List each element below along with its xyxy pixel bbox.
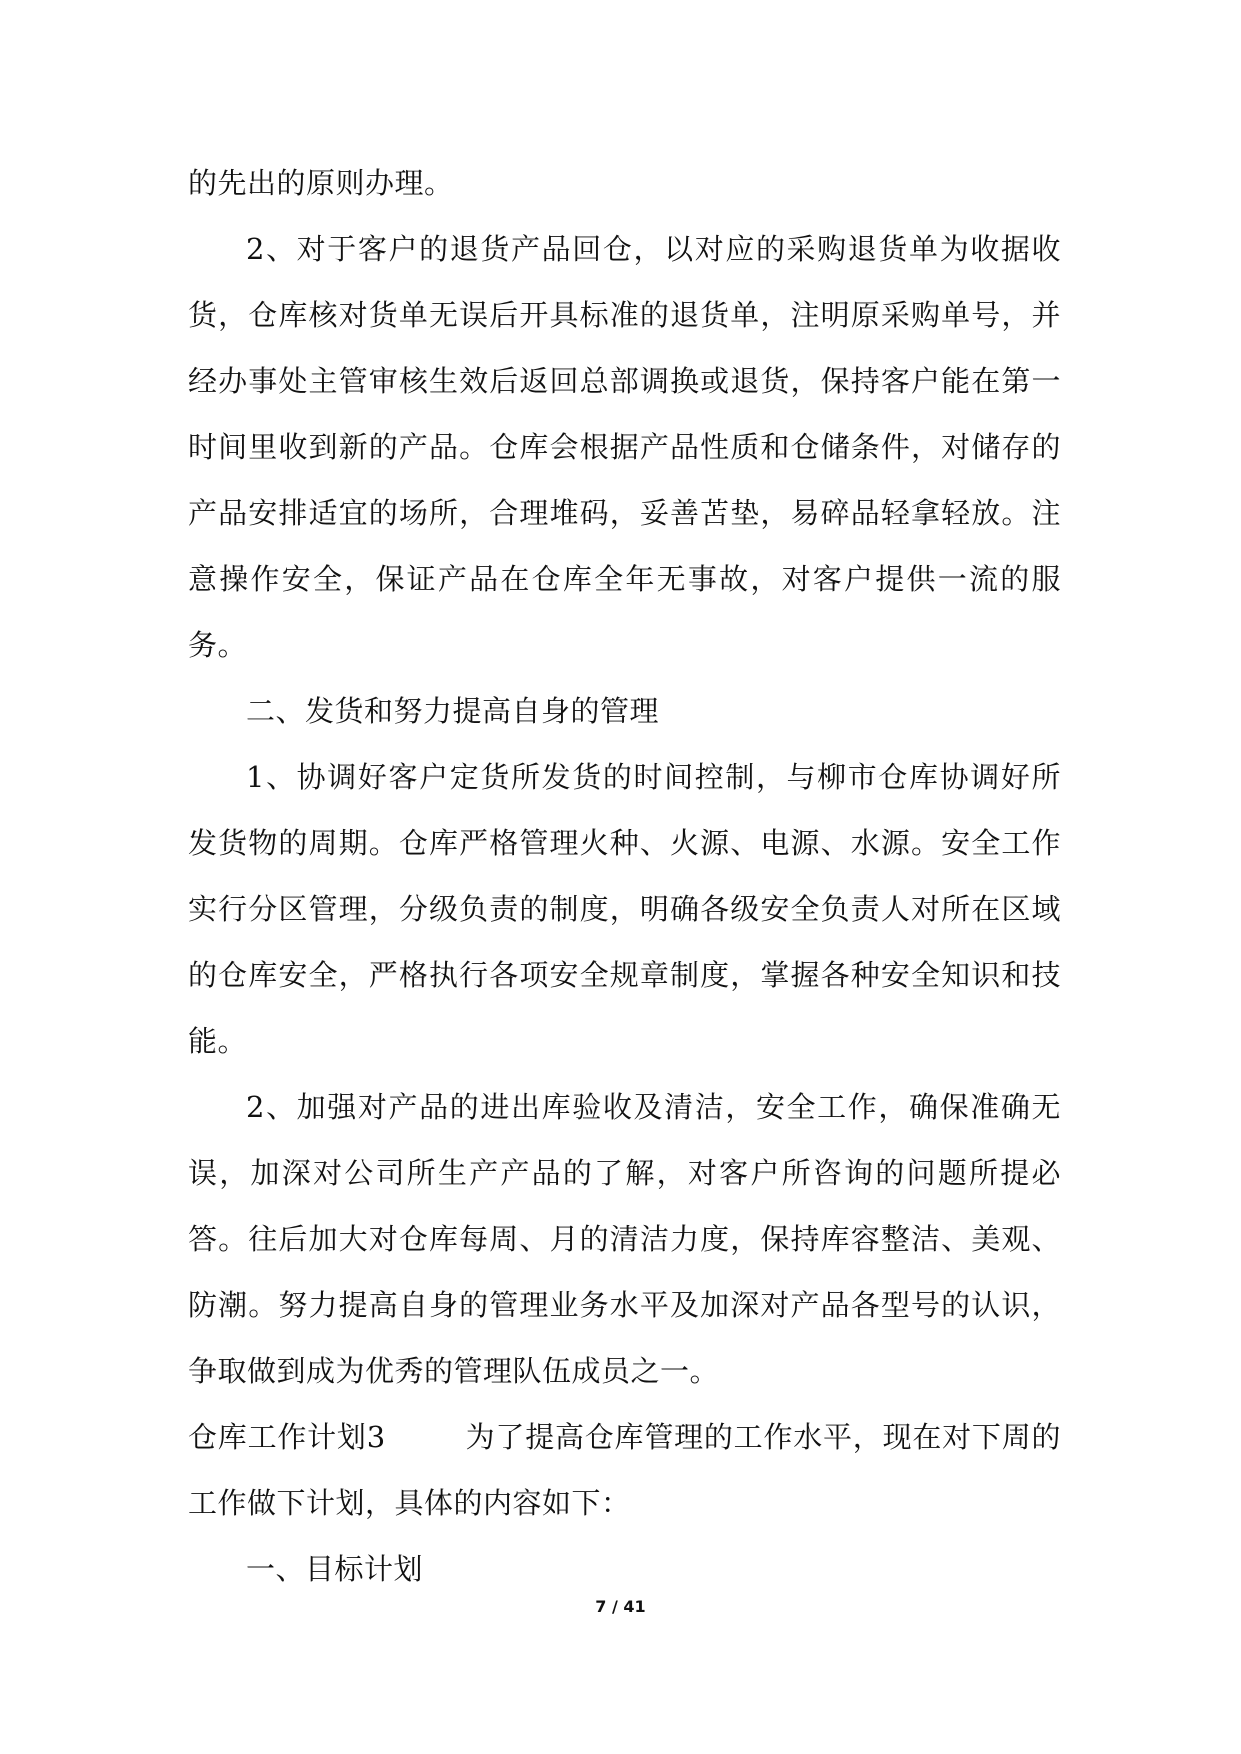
paragraph-4: 1、协调好客户定货所发货的时间控制，与柳市仓库协调好所发货物的周期。仓库严格管理火种、火源、电源、水源。安全工作实行分区管理，分级负责的制度，明确各级安全负责人对所在区域的仓库安全，严格执行各项安全规章制度，掌握各种安全知识和技能。: [188, 760, 1061, 1058]
paragraph-1: 的先出的原则办理。: [188, 166, 454, 200]
plan-title: 仓库工作计划3: [188, 1420, 386, 1454]
paragraph-2: 2、对于客户的退货产品回仓，以对应的采购退货单为收据收货，仓库核对货单无误后开具标准的退货单，注明原采购单号，并经办事处主管审核生效后返回总部调换或退货，保持客户能在第一时间里收到新的产品。仓库会根据产品性质和仓储条件，对储存的产品安排适宜的场所，合理堆码，妥善苫垫，易碎品轻拿轻放。注意操作安全，保证产品在仓库全年无事故，对客户提供一流的服务。: [188, 232, 1061, 662]
section-heading-1: 一、目标计划: [246, 1552, 424, 1586]
page-number: 7 / 41: [595, 1597, 646, 1616]
paragraph-5: 2、加强对产品的进出库验收及清洁，安全工作，确保准确无误，加深对公司所生产产品的了解，对客户所咨询的问题所提必答。往后加大对仓库每周、月的清洁力度，保持库容整洁、美观、防潮。努力提高自身的管理业务水平及加深对产品各型号的认识，争取做到成为优秀的管理队伍成员之一。: [188, 1090, 1061, 1388]
spacer: [386, 1420, 466, 1454]
plan-intro: 为了提高仓库管理的工作水平，现在对下周的工作做下计划，具体的内容如下：: [188, 1420, 1061, 1520]
document-body: [188, 150, 1061, 1602]
section-heading-2: 二、发货和努力提高自身的管理: [246, 694, 660, 728]
paragraph-6: [188, 1404, 1061, 1536]
